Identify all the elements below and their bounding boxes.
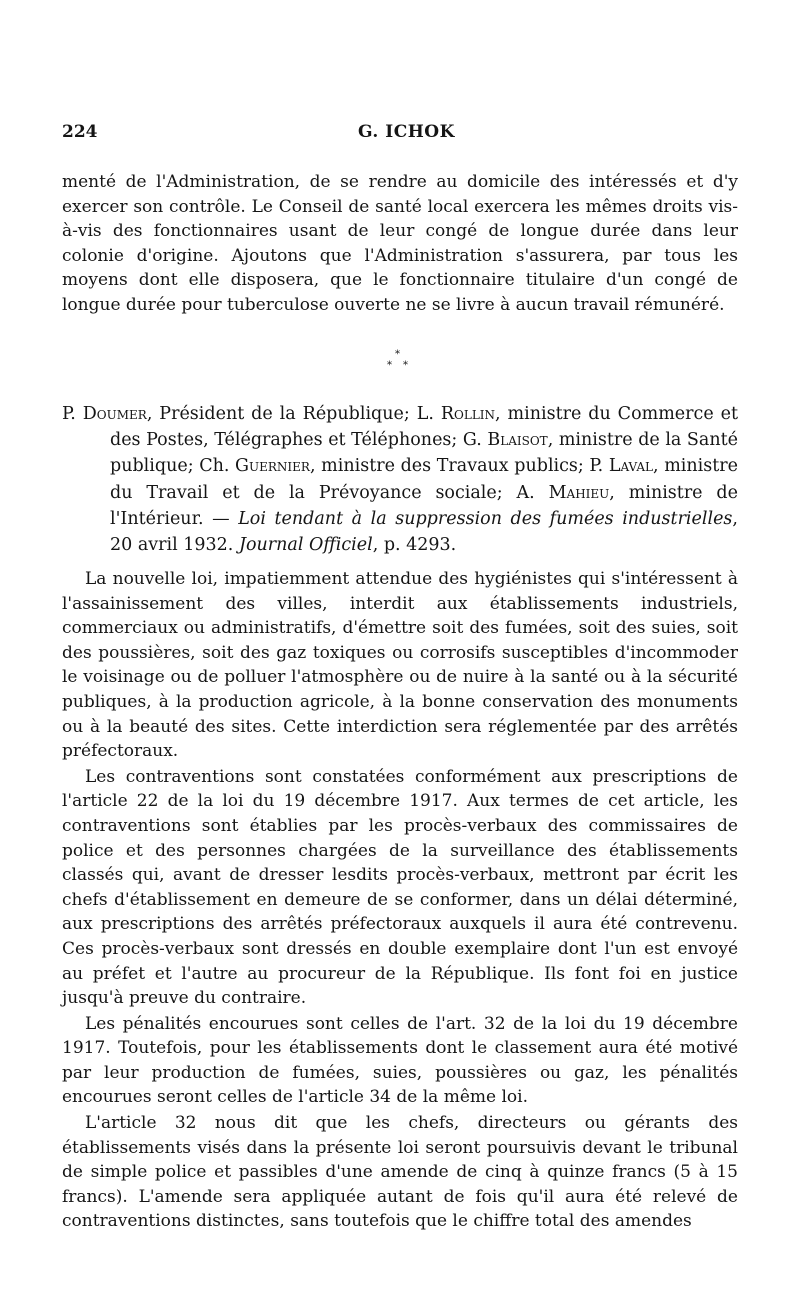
law-title: Loi tendant à la suppression des fumées industrielles <box>238 508 733 529</box>
article-body <box>62 567 738 1235</box>
citation-text: , ministre du Commerce et des Postes, Télégraphes et Téléphones; G. <box>110 404 739 451</box>
body-paragraph: L'article 32 nous dit que les chefs, directeurs ou gérants des établissements visés dans la présente loi seront poursuivis devant le tribunal de simple police et passibles d'une amende de cinq à quinze francs (5 à 15 francs). L'amende sera appliquée autant de fois qu'il aura été relevé de contraventions distinctes, sans toutefois que le chiffre total des amendes <box>62 1113 738 1232</box>
citation-text: , 20 avril 1932. <box>110 508 738 556</box>
citation-text: P. <box>62 404 83 424</box>
citation-text: , ministre de l'Intérieur. — <box>110 482 738 529</box>
separator-star: * <box>395 349 400 360</box>
body-paragraph: Les contraventions sont constatées conformément aux prescriptions de l'article 22 de la loi du 19 décembre 1917. Aux termes de cet article, les contraventions sont établies par les procès-verbaux des commissaires de police et des personnes chargées de la surveillance des établissements classés qui, avant de dresser lesdits procès-verbaux, mettront par écrit les chefs d'établissement en demeure de se conformer, dans un délai déterminé, aux prescriptions des arrêtés préfectoraux auxquels il aura été contrevenu. Ces procès-verbaux sont dressés en double exemplaire dont l'un est envoyé au préfet et l'autre au procureur de la République. Ils font foi en justice jusqu'à preuve du contraire. <box>62 766 738 1009</box>
citation-name: Laval <box>608 456 654 477</box>
paragraph-top: menté de l'Administration, de se rendre au domicile des intéressés et d'y exercer son contrôle. Le Conseil de santé local exercera les mêmes droits vis-à-vis des fonctionnaires usant de leur congé de longue durée dans leur colonie d'origine. Ajoutons que l'Administration s'assurera, par tous les moyens dont elle disposera, que le fonctionnaire titulaire d'un congé de longue durée pour tuberculose ouverte ne se livre à aucun travail rémunéré. <box>62 172 738 315</box>
running-head-author: G. ICHOK <box>358 122 455 142</box>
citation-text: , ministre des Travaux publics; P. <box>309 456 609 477</box>
citation-text: , ministre de la Santé publique; Ch. <box>110 430 739 477</box>
citation-text: , Président de la République; L. <box>146 404 441 424</box>
section-separator-asterism <box>384 344 414 374</box>
separator-star: * <box>387 360 392 371</box>
separator-star: * <box>403 360 408 371</box>
citation-text: , p. 4293. <box>372 535 457 556</box>
running-head <box>62 122 738 148</box>
law-citation <box>62 401 738 558</box>
citation-name: Guernier <box>235 456 310 477</box>
journal-title: Journal Officiel <box>238 535 373 556</box>
citation-name: Blaisot <box>487 430 548 451</box>
continued-paragraph <box>62 170 738 318</box>
citation-name: Mahieu <box>548 482 610 503</box>
citation-name: Rollin <box>440 404 496 424</box>
citation-text: , ministre du Travail et de la Prévoyance sociale; A. <box>110 456 739 503</box>
page-number: 224 <box>62 122 98 142</box>
citation-paragraph <box>62 401 738 558</box>
body-paragraph: La nouvelle loi, impatiemment attendue des hygiénistes qui s'intéressent à l'assainissement des villes, interdit aux établissements industriels, commerciaux ou administratifs, d'émettre soit des fumées, soit des suies, soit des poussières, soit des gaz toxiques ou corrosifs susceptibles d'incommoder le voisinage ou de polluer l'atmosphère ou de nuire à la santé ou à la sécurité publiques, à la production agricole, à la bonne conservation des monuments ou à la beauté des sites. Cette interdiction sera réglementée par des arrêtés préfectoraux. <box>62 569 738 762</box>
citation-name: Doumer <box>82 404 147 424</box>
body-paragraph: Les pénalités encourues sont celles de l'art. 32 de la loi du 19 décembre 1917. Toutefois, pour les établissements dont le classement aura été motivé par leur production de fumées, suies, poussières ou gaz, les pénalités encourues seront celles de l'article 34 de la même loi. <box>62 1013 738 1108</box>
